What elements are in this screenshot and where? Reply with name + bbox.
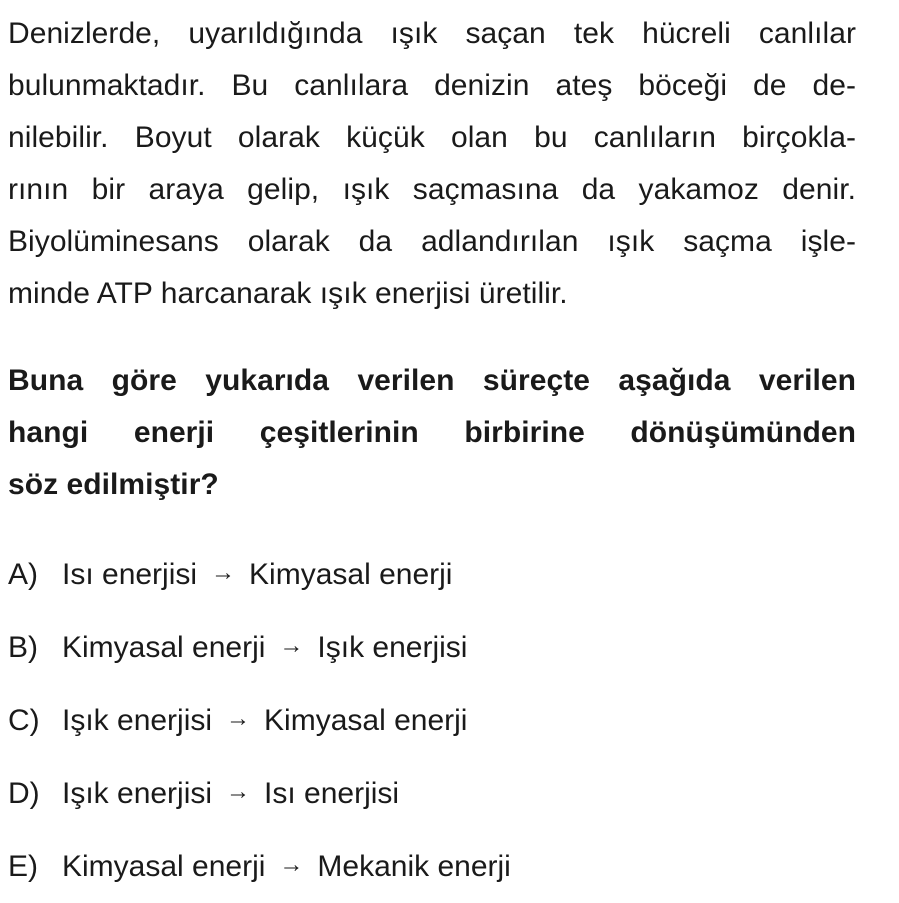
option-letter: B) bbox=[8, 630, 38, 664]
option-from: Kimyasal enerji bbox=[62, 849, 266, 883]
option-from: Isı enerjisi bbox=[62, 557, 198, 591]
question-page bbox=[8, 8, 856, 903]
option-letter: E) bbox=[8, 849, 38, 883]
option-from: Kimyasal enerji bbox=[62, 630, 266, 664]
arrow-right-icon: → bbox=[211, 558, 236, 586]
question-line: hangi enerji çeşitlerinin birbirine dönüşümünden bbox=[8, 416, 856, 449]
arrow-right-icon: → bbox=[226, 704, 251, 732]
option-a[interactable] bbox=[8, 538, 856, 611]
question-line: Buna göre yukarıda verilen süreçte aşağıda verilen bbox=[8, 364, 856, 397]
option-to: Isı enerjisi bbox=[264, 776, 400, 810]
question-line: söz edilmiştir? bbox=[8, 468, 219, 501]
passage-line: minde ATP harcanarak ışık enerjisi üretilir. bbox=[8, 277, 568, 310]
passage bbox=[8, 8, 856, 320]
arrow-right-icon: → bbox=[279, 631, 304, 659]
answer-options bbox=[8, 538, 856, 903]
option-letter: C) bbox=[8, 703, 40, 737]
option-d[interactable] bbox=[8, 757, 856, 830]
option-to: Mekanik enerji bbox=[317, 849, 511, 883]
passage-line: rının bir araya gelip, ışık saçmasına da yakamoz denir. bbox=[8, 173, 856, 206]
option-from: Işık enerjisi bbox=[62, 776, 213, 810]
passage-line: Biyolüminesans olarak da adlandırılan ışık saçma işle- bbox=[8, 225, 856, 258]
question-stem bbox=[8, 355, 856, 511]
option-e[interactable] bbox=[8, 830, 856, 903]
passage-line: nilebilir. Boyut olarak küçük olan bu canlıların birçokla- bbox=[8, 121, 856, 154]
option-from: Işık enerjisi bbox=[62, 703, 213, 737]
option-to: Işık enerjisi bbox=[317, 630, 468, 664]
passage-line: Denizlerde, uyarıldığında ışık saçan tek hücreli canlılar bbox=[8, 17, 856, 50]
option-letter: D) bbox=[8, 776, 40, 810]
arrow-right-icon: → bbox=[279, 850, 304, 878]
option-letter: A) bbox=[8, 557, 38, 591]
option-to: Kimyasal enerji bbox=[249, 557, 453, 591]
option-c[interactable] bbox=[8, 684, 856, 757]
option-b[interactable] bbox=[8, 611, 856, 684]
option-to: Kimyasal enerji bbox=[264, 703, 468, 737]
passage-line: bulunmaktadır. Bu canlılara denizin ateş böceği de de- bbox=[8, 69, 856, 102]
arrow-right-icon: → bbox=[226, 777, 251, 805]
